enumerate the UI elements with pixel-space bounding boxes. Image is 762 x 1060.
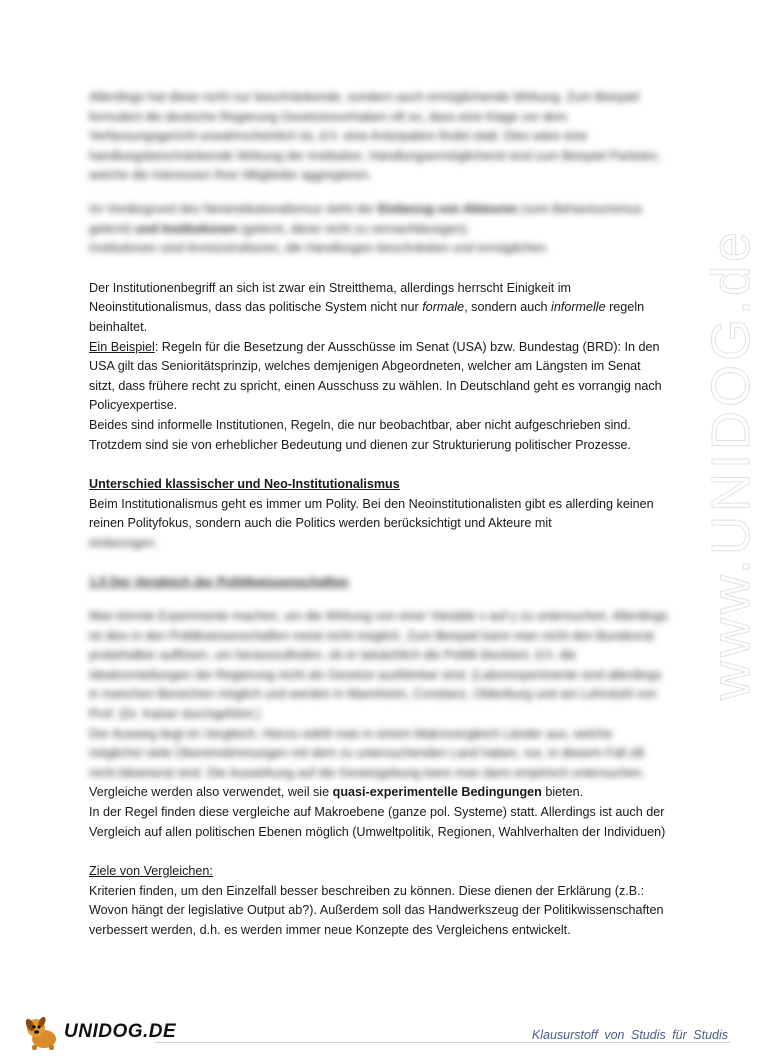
blurred-paragraph: Der Ausweg liegt im Vergleich. Hierzu wählt man in einem Makrovergleich Länder aus, welche möglichst viele Übereinstimmungen mit dem zu untersuchenden Land haben, nur, in diesem Fall zB nicht bikameral sind. Die Auswirkung auf die Gesetzgebung kann man dann empirisch untersuchen. (89, 726, 645, 780)
text: bieten. (541, 785, 584, 800)
text: (vom Behaviourismus gelernt) (89, 201, 643, 236)
bold-text: und Institutionen (135, 221, 238, 236)
text: regeln beinhaltet. (89, 300, 645, 334)
watermark: www.UNIDOG.de (701, 227, 761, 700)
text: : Regeln für die Besetzung der Ausschüsse im Senat (USA) bzw. Bundestag (BRD): In den USA gilt das Senioritätsprinzip, welches demjenigen Abgeordneten, welcher am Längsten im Senat sitzt, dass frühere recht zu spricht, einen Ausschuss zu wählen. In Deutschland geht es vorrangig nach Policyexpertise. (89, 339, 662, 413)
blurred-paragraph: Man könnte Experimente machen, um die Wirkung von einer Variable x auf y zu untersuchen. Allerdings ist dies in den Politikwissenschaften meist nicht möglich. Zum Beispiel kann man nicht den Bundesrat probehalber auflösen, um herauszufinden, ob er tatsächlich die Politik blockiert, d.h. die Idealvorstellungen der Regierung nicht als Gesetze ausführbar sind. (Laborexperimente sind allerdings in manchen Bereichen möglich und werden in Mannheim, Constanz, Oldenburg und am Lehrstuhl von Prof. (Dr. Kaiser durchgeführt.) (89, 609, 668, 722)
blurred-section-heading: 1.5 Der Vergleich der Politikwissenschaften (89, 575, 349, 590)
blurred-paragraph (89, 200, 669, 259)
bold-text: quasi-experimentelle Bedingungen (332, 785, 542, 800)
dog-mascot-icon (22, 1012, 62, 1052)
bold-text: Einbezug von Akteuren (378, 201, 518, 216)
text: Im Vordergrund des Neoinstitutionalismus steht der (89, 201, 379, 216)
text: (gelernt, diese nicht zu vernachlässigen). (237, 221, 470, 236)
footer-slogan: Klausurstoff von Studis für Studis (531, 1028, 728, 1042)
italic-text: informelle (551, 300, 606, 315)
section-heading: Unterschied klassischer und Neo-Institutionalismus (89, 477, 400, 492)
paragraph: Kriterien finden, um den Einzelfall besser beschreiben zu können. Diese dienen der Erklärung (z.B.: Wovon hängt der legislative Output ab?). Außerdem soll das Handwerkszeug der Politikwissenschaften verbessert werden, d.h. es werden immer neue Konzepte des Vergleichens entwickelt. (89, 883, 664, 937)
paragraph: In der Regel finden diese vergleiche auf Makroebene (ganze pol. Systeme) statt. Allerdings ist auch der Vergleich auf allen politischen Ebenen möglich (Umweltpolitik, Regionen, Wahlverhalten der Individuen) (89, 805, 666, 839)
text: Vergleiche werden also verwendet, weil sie (89, 785, 333, 800)
italic-text: formale (422, 300, 465, 315)
text: , sondern auch (464, 300, 552, 315)
footer-divider (155, 1042, 730, 1043)
text: Der Institutionenbegriff an sich ist zwar ein Streitthema, allerdings herrscht Einigkeit im Neoinstitutionalismus, dass das politische System nicht nur (89, 280, 572, 315)
paragraph: Beides sind informelle Institutionen, Regeln, die nur beobachtbar, aber nicht aufgeschrieben sind. Trotzdem sind sie von erheblicher Bedeutung und dienen zur Strukturierung politischer Prozesse. (89, 417, 632, 452)
underlined-label: Ein Beispiel (89, 339, 155, 354)
paragraph (89, 783, 669, 803)
paragraph (89, 338, 669, 416)
document-body (89, 88, 669, 941)
paragraph (89, 279, 669, 338)
italic-text: Institutionen sind Anreizstrukturen, die Handlungen beschränken und ermöglichen. (89, 241, 550, 256)
paragraph: Beim Institutionalismus geht es immer um Polity. Bei den Neoinstitutionalisten gibt es allerding keinen reinen Polityfokus, sondern auch die Politics werden berücksichtigt und Akteure mit (89, 496, 654, 531)
blurred-paragraph: einbezogen. (89, 535, 158, 550)
logo-text: UNIDOG.DE (64, 1021, 177, 1042)
unidog-logo[interactable] (22, 1012, 176, 1052)
section-heading: Ziele von Vergleichen: (89, 864, 213, 879)
blurred-paragraph: Allerdings hat diese nicht nur beschränkende, sondern auch ermöglichende Wirkung. Zum Beispiel formuliert die deutsche Regierung Gesetzesvorhaben oft so, dass eine Klage vor dem Verfassungsgericht unwahrscheinlich ist, d.h. eine Antizipation findet statt. Dies wäre eine handlungsbeschränkende Wirkung der Institution. Handlungsermöglichend sind zum Beispiel Parteien, welche die Interessen ihrer Mitglieder aggregieren. (89, 90, 661, 183)
